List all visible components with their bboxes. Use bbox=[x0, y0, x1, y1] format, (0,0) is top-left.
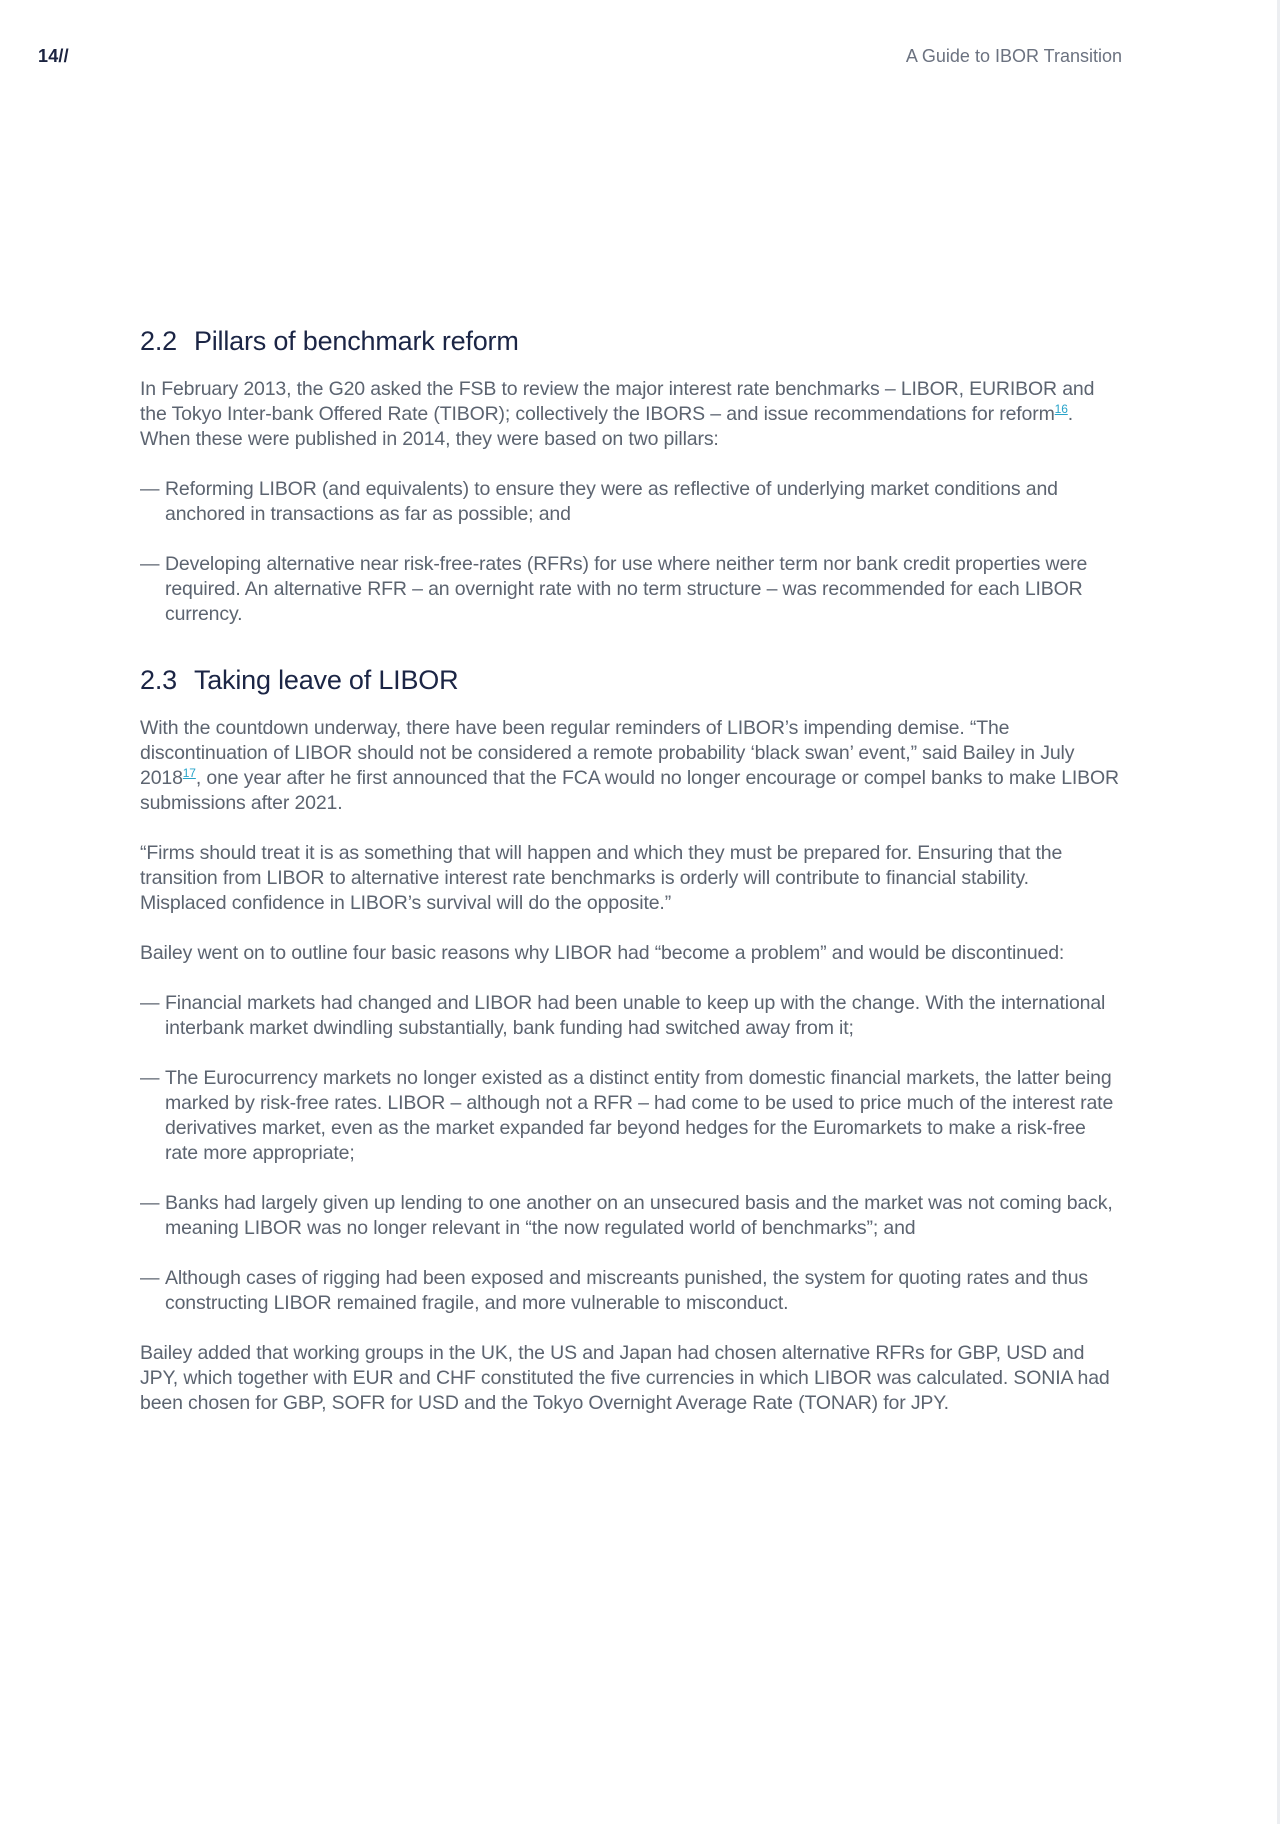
reasons-list bbox=[140, 991, 1120, 1316]
list-item bbox=[140, 1066, 1120, 1166]
bullet-dash: — bbox=[140, 1067, 160, 1089]
pillars-list bbox=[140, 477, 1120, 627]
paragraph bbox=[140, 716, 1120, 816]
section-taking-leave-of-libor bbox=[140, 665, 1120, 1416]
bullet-dash: — bbox=[140, 1192, 160, 1214]
section-number: 2.2 bbox=[140, 326, 177, 356]
section-title: Pillars of benchmark reform bbox=[193, 326, 519, 356]
list-item-text: The Eurocurrency markets no longer existed as a distinct entity from domestic financial markets, the latter being marked by risk-free rates. LIBOR – although not a RFR – had come to be used to price much of the interest rate derivatives market, even as the market expanded far beyond hedges for the Euromarkets to make a risk-free rate more appropriate; bbox=[165, 1067, 1114, 1164]
list-item bbox=[140, 991, 1120, 1041]
paragraph-text: In February 2013, the G20 asked the FSB to review the major interest rate benchmarks – LIBOR, EURIBOR and the Tokyo Inter-bank Offered Rate (TIBOR); collectively the IBORS – and issue recommendations for reform bbox=[140, 378, 1095, 425]
page-content bbox=[140, 326, 1120, 1441]
bullet-dash: — bbox=[140, 478, 160, 500]
section-title: Taking leave of LIBOR bbox=[193, 665, 459, 695]
list-item bbox=[140, 477, 1120, 527]
paragraph-text: . When these were published in 2014, they were based on two pillars: bbox=[140, 403, 1074, 450]
running-title: A Guide to IBOR Transition bbox=[905, 46, 1122, 66]
footnote-link[interactable]: 17 bbox=[182, 766, 196, 780]
intro-paragraph bbox=[140, 377, 1120, 452]
list-item-text: Financial markets had changed and LIBOR had been unable to keep up with the change. With the international interbank market dwindling substantially, bank funding had switched away from it; bbox=[165, 992, 1106, 1039]
section-number: 2.3 bbox=[140, 665, 177, 695]
paragraph-text: With the countdown underway, there have been regular reminders of LIBOR’s impending demise. “The discontinuation of LIBOR should not be considered a remote probability ‘black swan’ event,” said Bailey in July 2018 bbox=[140, 717, 1075, 789]
list-item-text: Reforming LIBOR (and equivalents) to ensure they were as reflective of underlying market conditions and anchored in transactions as far as possible; and bbox=[165, 478, 1058, 525]
paragraph: Bailey added that working groups in the UK, the US and Japan had chosen alternative RFRs for GBP, USD and JPY, which together with EUR and CHF constituted the five currencies in which LIBOR was calculated. SONIA had been chosen for GBP, SOFR for USD and the Tokyo Overnight Average Rate (TONAR) for JPY. bbox=[140, 1342, 1110, 1414]
page-number: 14// bbox=[38, 46, 69, 66]
section-heading bbox=[140, 326, 1120, 357]
paragraph: Bailey went on to outline four basic reasons why LIBOR had “become a problem” and would be discontinued: bbox=[140, 942, 1065, 964]
list-item bbox=[140, 552, 1120, 627]
list-item-text: Although cases of rigging had been exposed and miscreants punished, the system for quoting rates and thus constructing LIBOR remained fragile, and more vulnerable to misconduct. bbox=[165, 1267, 1089, 1314]
paragraph-text: , one year after he first announced that the FCA would no longer encourage or compel banks to make LIBOR submissions after 2021. bbox=[140, 767, 1119, 814]
bullet-dash: — bbox=[140, 992, 160, 1014]
list-item bbox=[140, 1266, 1120, 1316]
bullet-dash: — bbox=[140, 553, 160, 575]
bullet-dash: — bbox=[140, 1267, 160, 1289]
section-pillars-of-benchmark-reform bbox=[140, 326, 1120, 627]
quote-paragraph: “Firms should treat it is as something that will happen and which they must be prepared for. Ensuring that the transition from LIBOR to alternative interest rate benchmarks is orderly will contribute to financial stability. Misplaced confidence in LIBOR’s survival will do the opposite.” bbox=[140, 842, 1063, 914]
section-heading bbox=[140, 665, 1120, 696]
list-item bbox=[140, 1191, 1120, 1241]
list-item-text: Banks had largely given up lending to one another on an unsecured basis and the market was not coming back, meaning LIBOR was no longer relevant in “the now regulated world of benchmarks”; and bbox=[165, 1192, 1113, 1239]
list-item-text: Developing alternative near risk-free-rates (RFRs) for use where neither term nor bank credit properties were required. An alternative RFR – an overnight rate with no term structure – was recommended for each LIBOR currency. bbox=[165, 553, 1088, 625]
footnote-link[interactable]: 16 bbox=[1054, 402, 1068, 416]
